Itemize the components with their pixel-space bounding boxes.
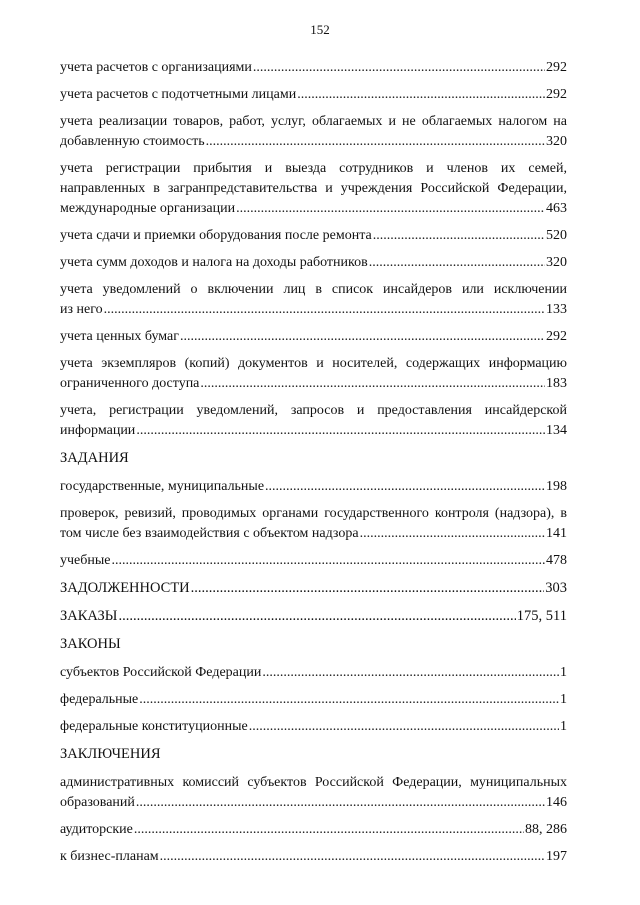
entry-lead-text: учета, регистрации уведомлений, запросов и предоставления инсайдерской bbox=[60, 403, 567, 418]
dot-leader bbox=[136, 793, 545, 813]
dot-leader bbox=[262, 663, 559, 683]
entry-text: добавленную стоимость bbox=[60, 134, 205, 149]
page-reference: 175, 511 bbox=[516, 608, 567, 624]
index-entry bbox=[60, 773, 567, 813]
entry-text: образований bbox=[60, 795, 135, 810]
entry-last-line bbox=[60, 551, 567, 571]
index-entry bbox=[60, 85, 567, 105]
entry-last-line bbox=[60, 690, 567, 710]
index-entry bbox=[60, 477, 567, 497]
dot-leader bbox=[180, 327, 545, 347]
page-reference: 141 bbox=[546, 526, 567, 541]
entry-text: ЗАКАЗЫ bbox=[60, 608, 118, 624]
page-reference: 292 bbox=[546, 60, 567, 75]
dot-leader bbox=[369, 253, 545, 273]
dot-leader bbox=[118, 606, 515, 626]
dot-leader bbox=[139, 690, 559, 710]
dot-leader bbox=[134, 820, 524, 840]
entry-text: федеральные bbox=[60, 692, 139, 707]
entry-last-line bbox=[60, 524, 567, 544]
index-entry bbox=[60, 159, 567, 219]
dot-leader bbox=[265, 477, 545, 497]
entry-last-line bbox=[60, 374, 567, 394]
dot-leader bbox=[253, 58, 545, 78]
entry-lead-text: учета реализации товаров, работ, услуг, облагаемых и не облагаемых налогом на bbox=[60, 114, 567, 129]
page-reference: 1 bbox=[560, 692, 567, 707]
dot-leader bbox=[236, 199, 545, 219]
page-reference: 133 bbox=[546, 302, 567, 317]
page-reference: 520 bbox=[546, 228, 567, 243]
entry-text: ограниченного доступа bbox=[60, 376, 200, 391]
page-reference: 320 bbox=[546, 134, 567, 149]
index-entry bbox=[60, 820, 567, 840]
entry-last-line bbox=[60, 132, 567, 152]
entry-last-line bbox=[60, 253, 567, 273]
entry-lead-text: административных комиссий субъектов Российской Федерации, муниципальных bbox=[60, 775, 567, 790]
entry-text: государственные, муниципальные bbox=[60, 479, 265, 494]
entry-text: субъектов Российской Федерации bbox=[60, 665, 262, 680]
page-reference: 146 bbox=[546, 795, 567, 810]
entry-text: из него bbox=[60, 302, 103, 317]
index-entry bbox=[60, 354, 567, 394]
entry-text: аудиторские bbox=[60, 822, 133, 837]
page-reference: 292 bbox=[546, 87, 567, 102]
dot-leader bbox=[206, 132, 545, 152]
index-entry bbox=[60, 551, 567, 571]
page-number: 152 bbox=[310, 22, 330, 37]
index-entry bbox=[60, 717, 567, 737]
entry-last-line bbox=[60, 421, 567, 441]
index-entry bbox=[60, 280, 567, 320]
entry-last-line bbox=[60, 226, 567, 246]
page-reference: 292 bbox=[546, 329, 567, 344]
entry-text: учета сдачи и приемки оборудования после ремонта bbox=[60, 228, 372, 243]
entry-text: учета сумм доходов и налога на доходы работников bbox=[60, 255, 368, 270]
entry-text: том числе без взаимодействия с объектом надзора bbox=[60, 526, 359, 541]
entry-last-line bbox=[60, 477, 567, 497]
dot-leader bbox=[200, 374, 545, 394]
page-reference: 197 bbox=[546, 849, 567, 864]
page-reference: 88, 286 bbox=[525, 822, 567, 837]
index-entry bbox=[60, 401, 567, 441]
entry-last-line bbox=[60, 820, 567, 840]
entry-text: ЗАДОЛЖЕННОСТИ bbox=[60, 580, 190, 596]
entry-last-line bbox=[60, 199, 567, 219]
page-reference: 463 bbox=[546, 201, 567, 216]
entry-text: информации bbox=[60, 423, 136, 438]
entry-last-line bbox=[60, 663, 567, 683]
entry-lead-text: учета регистрации прибытия и выезда сотрудников и членов их семей, направленных в загранпредставительства и учреждения Российской Федерации, bbox=[60, 161, 567, 196]
dot-leader bbox=[191, 578, 545, 598]
index-entry bbox=[60, 847, 567, 867]
entry-last-line bbox=[60, 606, 567, 626]
page-reference: 1 bbox=[560, 665, 567, 680]
index-entry bbox=[60, 663, 567, 683]
entry-last-line bbox=[60, 793, 567, 813]
entry-text: учета расчетов с организациями bbox=[60, 60, 252, 75]
index-heading: ЗАДАНИЯ bbox=[60, 450, 129, 466]
index-list bbox=[60, 58, 567, 874]
entry-last-line bbox=[60, 847, 567, 867]
entry-last-line bbox=[60, 85, 567, 105]
index-main-entry bbox=[60, 606, 567, 626]
entry-lead-text: учета уведомлений о включении лиц в список инсайдеров или исключении bbox=[60, 282, 567, 297]
dot-leader bbox=[373, 226, 545, 246]
index-main-entry bbox=[60, 578, 567, 598]
page-reference: 183 bbox=[546, 376, 567, 391]
dot-leader bbox=[136, 421, 545, 441]
dot-leader bbox=[160, 847, 545, 867]
entry-last-line bbox=[60, 300, 567, 320]
index-entry bbox=[60, 112, 567, 152]
page-reference: 134 bbox=[546, 423, 567, 438]
entry-text: учета ценных бумаг bbox=[60, 329, 179, 344]
dot-leader bbox=[249, 717, 559, 737]
page-reference: 478 bbox=[546, 553, 567, 568]
page-reference: 303 bbox=[545, 580, 567, 596]
dot-leader bbox=[104, 300, 545, 320]
index-entry bbox=[60, 58, 567, 78]
entry-last-line bbox=[60, 578, 567, 598]
page-reference: 1 bbox=[560, 719, 567, 734]
entry-lead-text: учета экземпляров (копий) документов и носителей, содержащих информацию bbox=[60, 356, 567, 371]
dot-leader bbox=[297, 85, 545, 105]
index-entry bbox=[60, 690, 567, 710]
index-entry bbox=[60, 504, 567, 544]
page-reference: 198 bbox=[546, 479, 567, 494]
entry-text: учета расчетов с подотчетными лицами bbox=[60, 87, 297, 102]
page-reference: 320 bbox=[546, 255, 567, 270]
entry-last-line bbox=[60, 327, 567, 347]
index-heading: ЗАКОНЫ bbox=[60, 636, 121, 652]
dot-leader bbox=[112, 551, 546, 571]
entry-text: федеральные конституционные bbox=[60, 719, 248, 734]
index-entry bbox=[60, 327, 567, 347]
entry-text: к бизнес-планам bbox=[60, 849, 159, 864]
index-entry bbox=[60, 226, 567, 246]
entry-last-line bbox=[60, 717, 567, 737]
index-entry bbox=[60, 253, 567, 273]
entry-text: международные организации bbox=[60, 201, 236, 216]
entry-last-line bbox=[60, 58, 567, 78]
entry-text: учебные bbox=[60, 553, 111, 568]
entry-lead-text: проверок, ревизий, проводимых органами государственного контроля (надзора), в bbox=[60, 506, 567, 521]
dot-leader bbox=[360, 524, 545, 544]
index-heading: ЗАКЛЮЧЕНИЯ bbox=[60, 746, 161, 762]
